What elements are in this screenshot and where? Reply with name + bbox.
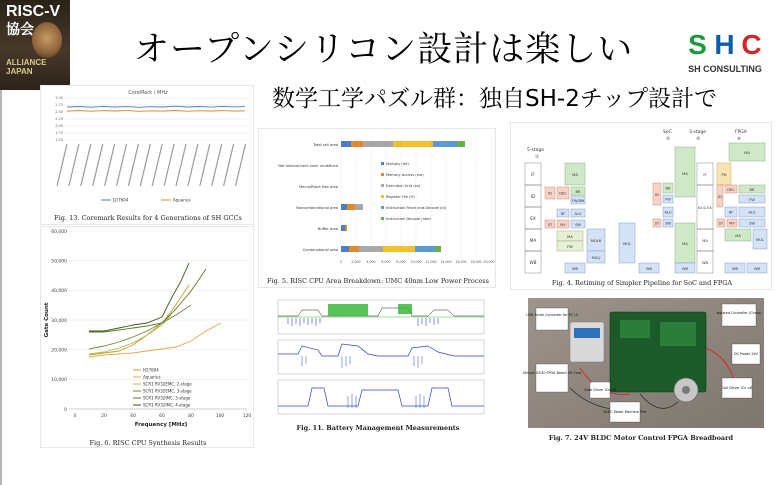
svg-text:SCR1 RV32IMC, 4-stage: SCR1 RV32IMC, 4-stage [143, 402, 191, 408]
fig4-panel [510, 122, 772, 290]
svg-text:RF: RF [560, 212, 566, 216]
fig5-bar [351, 141, 363, 147]
risc-v-alliance-logo [0, 0, 70, 90]
fig5-bar [341, 204, 347, 210]
fig6-xtick: 80 [188, 414, 194, 419]
fig6-series-3 [89, 315, 171, 354]
svg-text:FW: FW [749, 198, 755, 202]
svg-text:SW: SW [665, 221, 671, 226]
fig13-series-aquarius [67, 110, 245, 111]
fig13-xtick-label [224, 144, 234, 186]
svg-text:MA: MA [682, 172, 688, 176]
fig5-xtick: 0 [339, 260, 343, 264]
fig13-xtick-label [93, 144, 103, 186]
fig4-caption: Fig. 4. Retiming of Simpler Pipeline for SoC and FPGA [551, 279, 733, 287]
fig6-caption: Fig. 6. RISC CPU Synthesis Results [89, 439, 207, 447]
fig7-label-power: DC Power 24V [733, 352, 759, 356]
svg-text:SW: SW [575, 223, 581, 227]
shc-letter-h: H [714, 29, 735, 60]
fig6-xtick: 40 [130, 414, 136, 419]
svg-text:IF: IF [703, 173, 707, 177]
fig13-xtick-label [212, 144, 222, 186]
fig7-caption: Fig. 7. 24V BLDC Motor Control FPGA Breadboard [548, 434, 734, 442]
fig13-series-j2 [67, 106, 245, 107]
svg-text:MA: MA [682, 242, 688, 246]
fig13-xtick-label [236, 144, 246, 186]
svg-text:ST: ST [654, 221, 660, 226]
fig4-stage: MA [529, 238, 537, 243]
fig7-panel [510, 298, 772, 448]
fig4-col-num: ④ [737, 137, 742, 142]
fig7-photo [510, 298, 772, 430]
fig5-bar [433, 141, 457, 147]
svg-text:MA: MA [572, 173, 578, 177]
fig11-chart [258, 296, 498, 424]
shc-letter-c: C [741, 29, 762, 60]
svg-text:RF: RF [728, 210, 734, 215]
fig5-bar [359, 246, 383, 252]
fig6-ylabel: Gate Count [44, 302, 50, 338]
fig5-xtick: 2,000 [351, 260, 361, 264]
fig6-ytick: 50,000 [51, 259, 67, 265]
fig13-ytick: 1.50 [55, 138, 63, 142]
portrait-image [32, 22, 62, 58]
svg-text:WB: WB [571, 267, 579, 271]
svg-text:DEC: DEC [727, 188, 735, 192]
fig5-legend: Memory Access (ma) [386, 173, 424, 177]
fig7-label-isolated: Isolated Controller (Cirrus) [716, 311, 762, 315]
fig6-ytick: 0 [64, 408, 67, 413]
svg-text:BR: BR [749, 188, 755, 192]
fig5-xtick: 16,000 [455, 260, 467, 264]
fig5-xtick: 6,000 [381, 260, 391, 264]
fig5-legend: Instruction Fetch and Decode (id) [386, 206, 447, 210]
fig13-xtick-label [69, 144, 79, 186]
fig5-bar [341, 225, 345, 231]
fig11-caption: Fig. 11. Battery Management Measurements [296, 424, 460, 432]
shc-logo-text: SH CONSULTING [688, 64, 762, 74]
svg-text:MA: MA [744, 151, 750, 155]
fig4-col-fpga: FPGA [735, 130, 747, 135]
fig7-label-usb: USB Serial Converter for PC UI [526, 313, 578, 317]
fig4-stage: EX [530, 216, 536, 221]
fig13-chart [41, 86, 255, 226]
fig5-bar [345, 225, 347, 231]
fig13-xtick-label [200, 144, 210, 186]
fig5-bar [341, 141, 351, 147]
fig4-col-soc: SoC [663, 130, 672, 135]
fig6-xtick: 120 [242, 414, 252, 419]
fig13-legend-aquarius: Aquarius [173, 197, 191, 203]
fig13-xtick-label [140, 144, 150, 186]
shc-letter-s: S [688, 29, 707, 60]
svg-text:MA: MA [567, 235, 573, 239]
fig5-row: Combinational area [302, 248, 338, 252]
fig13-xtick-label [176, 144, 186, 186]
fig13-xtick-label [128, 144, 138, 186]
fig4-col-3stage: 3-stage [689, 130, 706, 135]
fig13-xtick-label [164, 144, 174, 186]
fig6-panel [40, 226, 254, 448]
svg-text:H27604: H27604 [143, 367, 159, 373]
fig6-xtick: 20 [101, 414, 107, 419]
svg-text:MA: MA [735, 234, 741, 238]
fig6-ytick: 60,000 [51, 230, 67, 235]
fig6-xtick: 60 [159, 414, 165, 419]
fig5-row: Noncombinational area [296, 206, 338, 210]
fig4-stage: ID [530, 194, 536, 199]
svg-text:ID: ID [718, 195, 722, 199]
fig5-bar [435, 246, 441, 252]
slide-subtitle: 数学工学パズル群：独自SH-2チップ設計で [272, 86, 718, 112]
fig13-panel [40, 85, 254, 225]
svg-text:WB: WB [753, 267, 761, 271]
fig6-xtick: 0 [73, 414, 77, 419]
fig5-legend: Multiply (mf) [386, 162, 409, 166]
fig5-caption: Fig. 5. RISC CPU Area Breakdown: UMC 40nm Low Power Process [267, 277, 489, 285]
svg-text:ID: ID [548, 191, 552, 196]
fig13-caption: Fig. 13. Coremark Results for 4 Generations of SH GCCs [54, 214, 242, 222]
svg-text:ST: ST [718, 221, 724, 226]
fig5-bar [347, 204, 355, 210]
svg-text:MA: MA [702, 239, 708, 243]
fig5-bar [383, 246, 415, 252]
fig5-row: Total cell area [313, 143, 338, 147]
svg-text:MUL: MUL [623, 242, 631, 246]
slide-title: オープンシリコン設計は楽しい [134, 30, 634, 70]
fig5-row: Net Interconnect area: undefined [278, 164, 338, 168]
svg-text:MULJ: MULJ [591, 256, 601, 260]
fig7-label-coil: Coil Driver ICs ×6 [721, 386, 753, 390]
svg-text:ID & EX: ID & EX [698, 206, 712, 210]
fig13-ytick: 2.50 [55, 110, 63, 114]
fig5-legend: Register File (rf) [386, 195, 415, 199]
fig5-xtick: 14,000 [440, 260, 452, 264]
fig5-bar [457, 141, 465, 147]
fig5-bar [363, 141, 393, 147]
svg-text:BR: BR [665, 186, 671, 191]
fig13-ytick: 2.25 [55, 117, 63, 121]
fig5-xtick: 8,000 [396, 260, 406, 264]
sh-consulting-logo [684, 30, 766, 78]
fig6-xlabel: Frequency [MHz] [134, 422, 188, 428]
fig5-chart [259, 129, 497, 279]
fig13-ytick: 2.00 [55, 124, 63, 128]
svg-text:WB: WB [701, 261, 709, 265]
fig7-label-gate: Gate Driver ICs ×6 [584, 388, 616, 392]
fig5-bar [415, 246, 435, 252]
svg-text:WB: WB [681, 267, 689, 271]
fig13-xtick-label [117, 144, 127, 186]
fig13-xtick-label [57, 144, 67, 186]
svg-text:Aquarius: Aquarius [143, 374, 161, 380]
fig13-xtick-label [152, 144, 162, 186]
logo-line2: 協会 [6, 22, 34, 38]
fig13-legend-j2: J2/7604 [113, 197, 129, 203]
fig6-chart [41, 227, 255, 437]
fig13-xtick-label [81, 144, 91, 186]
fig6-ytick: 10,000 [51, 378, 67, 383]
fig5-xtick: 10,000 [410, 260, 422, 264]
svg-text:ALU: ALU [748, 210, 756, 215]
svg-text:SCR1 RV32EMC, 3-stage: SCR1 RV32EMC, 3-stage [143, 388, 192, 394]
fig5-xtick: 18,000 [470, 260, 482, 264]
fig13-chart-title: CoreMark / MHz [128, 90, 168, 96]
fig13-xtick-label [188, 144, 198, 186]
svg-text:SCR1 RV32IMC, 3-stage: SCR1 RV32IMC, 3-stage [143, 395, 191, 401]
svg-text:SW: SW [749, 221, 755, 226]
fig5-row: Macro/Black Box area [299, 185, 338, 189]
fig4-col-num: ② [666, 137, 671, 142]
fig6-ytick: 40,000 [51, 289, 67, 294]
fig7-label-motor: BLDC Motor Machine Part [603, 410, 647, 414]
svg-text:MV: MV [560, 223, 566, 227]
svg-text:PD: PD [721, 173, 727, 177]
fig4-stage: IF [531, 172, 535, 177]
fig5-bar [341, 246, 349, 252]
fig5-bar [349, 246, 359, 252]
fig4-col-5stage: 5-stage [527, 148, 544, 153]
svg-text:ALU: ALU [574, 212, 582, 216]
fig6-ytick: 20,000 [51, 348, 67, 354]
fig5-bar [393, 141, 433, 147]
svg-text:DEC: DEC [559, 191, 567, 196]
fig5-legend: Instruction Decode (idec) [386, 217, 432, 221]
svg-text:FW: FW [665, 197, 671, 202]
fig5-xtick: 20,000 [483, 260, 495, 264]
fig4-col-num: ③ [696, 137, 701, 142]
svg-text:FW/BW: FW/BW [571, 199, 585, 203]
fig5-row: Buffer area [317, 227, 338, 231]
fig13-ytick: 1.75 [55, 131, 63, 135]
logo-line1: RISC-V [6, 3, 61, 20]
svg-text:ST: ST [547, 223, 553, 227]
fig5-panel [258, 128, 496, 288]
fig11-panel [258, 296, 498, 436]
svg-text:FW: FW [567, 245, 573, 249]
svg-text:MUL: MUL [756, 238, 764, 242]
logo-line3: ALLIANCE JAPAN [6, 58, 47, 76]
svg-text:BR: BR [575, 190, 581, 194]
fig4-stage: WB [529, 260, 537, 265]
fig13-xtick-label [105, 144, 115, 186]
fig5-legend: Execution Unit (ex) [386, 184, 421, 188]
svg-text:MULB: MULB [590, 239, 602, 243]
fig5-xtick: 12,000 [425, 260, 437, 264]
svg-text:ALU: ALU [664, 210, 672, 215]
fig13-ytick: 3.00 [55, 96, 63, 100]
fig4-diagram [511, 123, 773, 279]
fig6-ytick: 30,000 [51, 319, 67, 324]
svg-text:SCR1 RV32EMC, 2-stage: SCR1 RV32EMC, 2-stage [143, 381, 192, 387]
fig4-col-num: ① [535, 155, 540, 160]
fig5-bar [355, 204, 363, 210]
fig5-xtick: 4,000 [366, 260, 376, 264]
svg-text:MV: MV [729, 221, 735, 226]
svg-text:WB: WB [645, 267, 653, 271]
fig6-xtick: 100 [215, 414, 225, 419]
svg-text:WB: WB [731, 267, 739, 271]
svg-text:ID: ID [655, 193, 659, 197]
fig6-series-6 [89, 263, 189, 331]
fig13-ytick: 2.75 [55, 103, 63, 107]
fig7-label-olimex: Olimex iCE40 FPGA Board SH Core [522, 371, 582, 375]
